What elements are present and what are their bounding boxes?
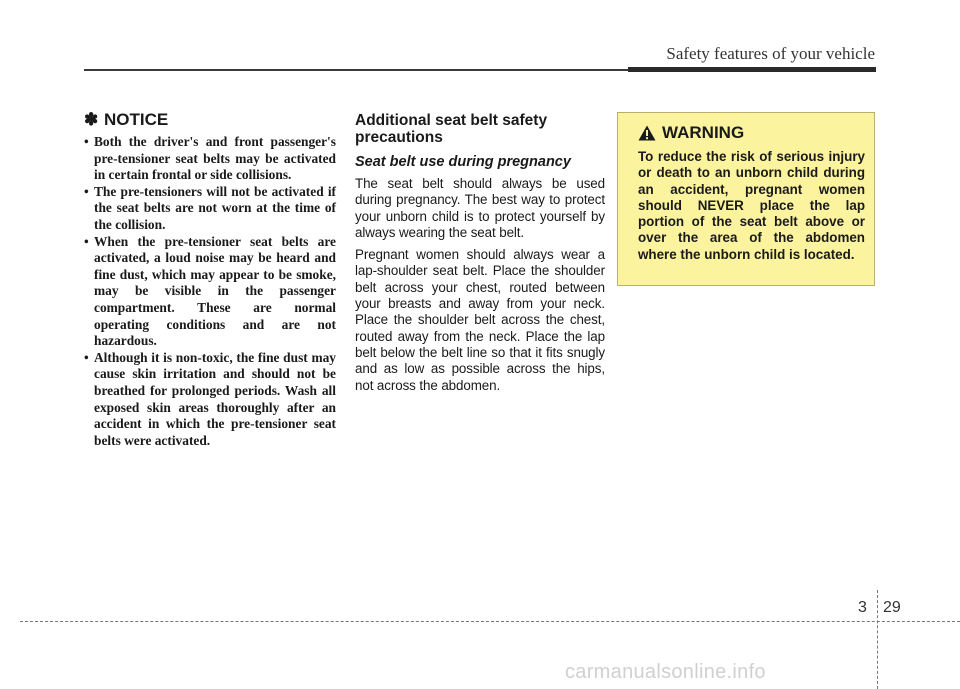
warning-header <box>638 123 865 143</box>
list-item: • When the pre-tensioner seat belts are activated, a loud noise may be heard and fine dust, which may appear to be smoke, may be visible in the passenger compartment. These are normal operating conditions and are not hazardous. <box>84 233 336 349</box>
header-rule-accent <box>628 67 876 72</box>
precautions-heading: Additional seat belt safety precautions <box>355 112 548 146</box>
pregnancy-subheading: Seat belt use during pregnancy <box>355 154 571 170</box>
warning-box <box>617 112 875 286</box>
paragraph: The seat belt should always be used during pregnancy. The best way to protect your unborn child is to protect yourself by always wearing the seat belt. <box>355 176 605 240</box>
precautions-section <box>355 112 605 400</box>
notice-title: NOTICE <box>103 110 169 129</box>
chapter-number: 3 <box>858 599 867 616</box>
footer-divider <box>877 590 878 689</box>
bullet-icon: • <box>84 349 89 365</box>
page-number: 29 <box>883 599 901 616</box>
notice-list <box>84 134 336 449</box>
paragraph: Pregnant women should always wear a lap-shoulder seat belt. Place the shoulder belt across your chest, routed between your breasts and away from your neck. Place the shoulder belt across the chest, routed away from the neck. Place the lap belt below the belt line so that it fits snugly and as low as possible across the hips, not across the abdomen. <box>355 247 605 393</box>
watermark: carmanualsonline.info <box>565 661 766 683</box>
notice-star-icon: ✽ <box>84 110 99 129</box>
notice-section <box>84 110 336 449</box>
footer-rule <box>20 621 960 622</box>
warning-title: WARNING <box>662 123 745 142</box>
bullet-icon: • <box>84 134 89 149</box>
notice-heading <box>84 110 336 130</box>
bullet-icon: • <box>84 183 89 199</box>
list-item: • The pre-tensioners will not be activated if the seat belts are not worn at the time of the collision. <box>84 183 336 232</box>
warning-text: To reduce the risk of serious injury or death to an unborn child during an accident, pregnant women should NEVER place the lap portion of the seat belt above or over the area of the abdomen where the unborn child is located. <box>638 149 865 262</box>
section-title: Safety features of your vehicle <box>666 44 875 63</box>
warning-triangle-icon <box>638 125 656 141</box>
list-item: • Although it is non-toxic, the fine dust may cause skin irritation and should not be breathed for prolonged periods. Wash all exposed skin areas thoroughly after an accident in which the pre-tensioner seat belts were activated. <box>84 349 336 448</box>
list-item: • Both the driver's and front passenger's pre-tensioner seat belts may be activated in certain frontal or side collisions. <box>84 134 336 183</box>
bullet-icon: • <box>84 233 89 249</box>
